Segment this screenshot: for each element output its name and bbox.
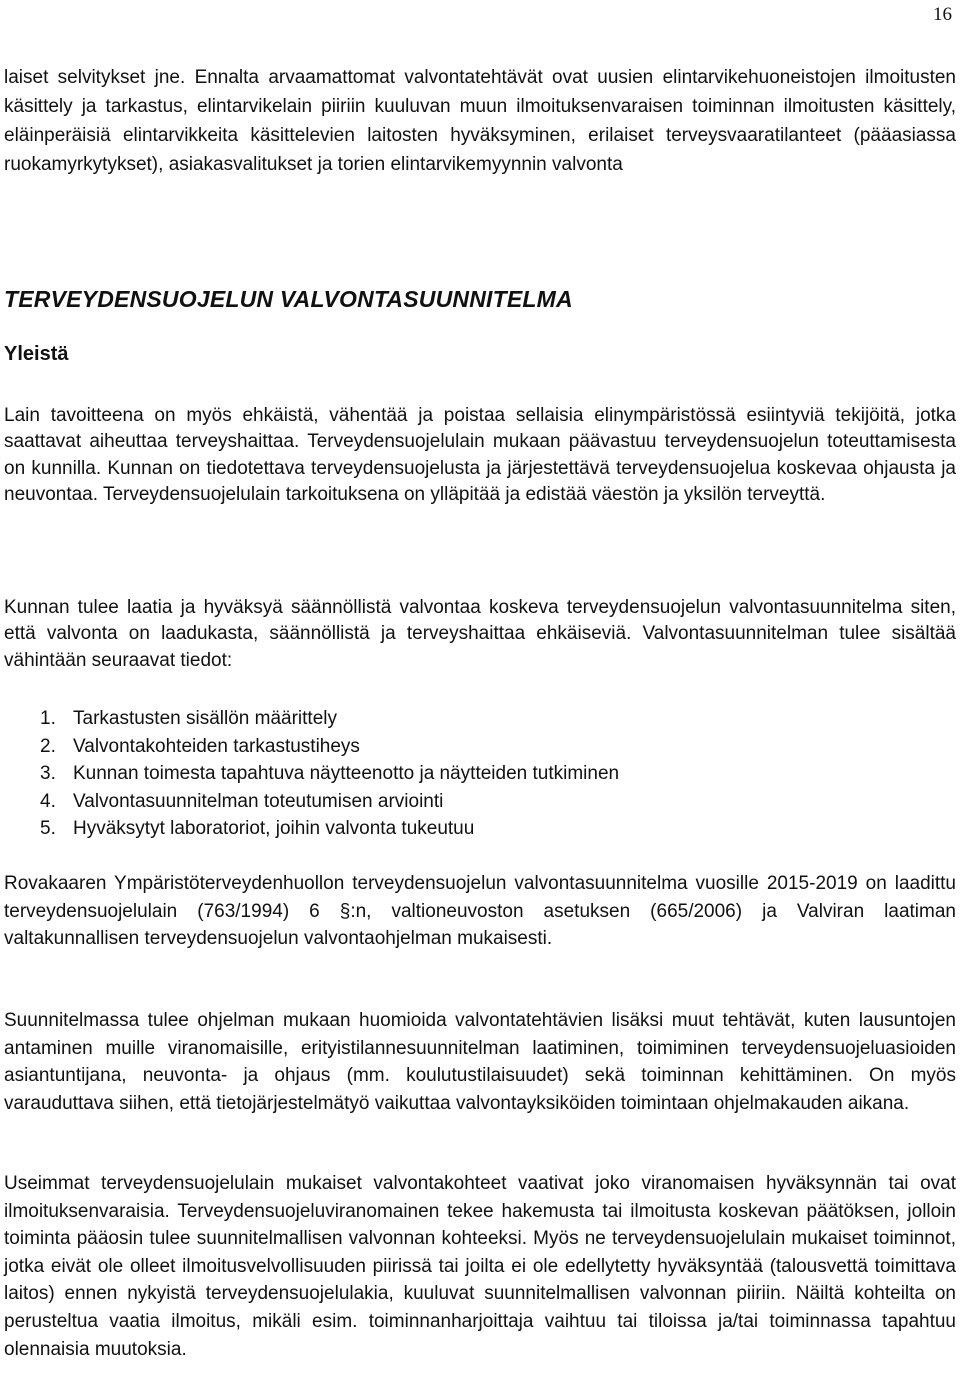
list-item-number: 4. xyxy=(40,790,56,812)
list-item xyxy=(40,788,619,816)
list-item-number: 3. xyxy=(40,763,56,784)
page-number: 16 xyxy=(933,4,952,25)
section-subtitle: Yleistä xyxy=(4,343,69,365)
paragraph-supervision-targets: Useimmat terveydensuojelulain mukaiset valvontakohteet vaativat joko viranomaisen hyväksynnän tai ovat ilmoituksenvaraisia. Terveydensuojeluviranomainen tekee hakemusta tai ilmoitusta koskevan päätöksen, jolloin toiminta pääosin tulee suunnitelmallisen valvonnan kohteeksi. Myös ne terveydensuojelulain mukaiset toiminnot, jotka eivät ole olleet ilmoitusvelvollisuuden piirissä tai joilta ei ole edellytetty hyväksyntää (talousvettä toimittava laitos) ennen nykyistä terveydensuojelulakia, kuuluvat suunnitelmallisen valvonnan piiriin. Näiltä kohteilta on perusteltua vaatia ilmoitus, mikäli esim. toiminnanharjoittaja vaihtuu tai tiloissa ja/tai toiminnassa tapahtuu olennaisia muutoksia. xyxy=(4,1173,956,1360)
list-item-text: Hyväksytyt laboratoriot, joihin valvonta tukeutuu xyxy=(73,818,475,839)
list-item xyxy=(40,760,619,788)
requirements-list xyxy=(40,705,619,843)
list-item-text: Valvontasuunnitelman toteutumisen arviointi xyxy=(73,790,444,812)
list-item xyxy=(40,815,619,843)
list-item-text: Kunnan toimesta tapahtuva näytteenotto ja näytteiden tutkiminen xyxy=(73,763,620,784)
paragraph-plan-requirements: Kunnan tulee laatia ja hyväksyä säännöllistä valvontaa koskeva terveydensuojelun valvontasuunnitelma siten, että valvonta on laadukasta, säännöllistä ja terveyshaittaa ehkäiseviä. Valvontasuunnitelman tulee sisältää vähintään seuraavat tiedot: xyxy=(4,597,956,671)
intro-paragraph: laiset selvitykset jne. Ennalta arvaamattomat valvontatehtävät ovat uusien elintarvikehuoneistojen ilmoitusten käsittely ja tarkastus, elintarvikelain piiriin kuuluvan muun ilmoituksenvaraisen toiminnan ilmoitusten käsittely, eläinperäisiä elintarvikkeita käsittelevien laitosten hyväksyminen, erilaiset terveysvaaratilanteet (pääasiassa ruokamyrkytykset), asiakasvalitukset ja torien elintarvikemyynnin valvonta xyxy=(4,67,956,175)
list-item-number: 1. xyxy=(40,708,56,729)
list-item-text: Tarkastusten sisällön määrittely xyxy=(73,708,337,729)
list-item xyxy=(40,705,619,733)
paragraph-rovakaari-plan: Rovakaaren Ympäristöterveydenhuollon terveydensuojelun valvontasuunnitelma vuosille 2015-2019 on laadittu terveydensuojelulain (763/1994) 6 §:n, valtioneuvoston asetuksen (665/2006) ja Valviran laatiman valtakunnallisen terveydensuojelun valvontaohjelman mukaisesti. xyxy=(4,873,956,950)
paragraph-general: Lain tavoitteena on myös ehkäistä, vähentää ja poistaa sellaisia elinympäristössä esiintyviä tekijöitä, jotka saattavat aiheuttaa terveyshaittaa. Terveydensuojelulain mukaan päävastuu terveydensuojelun toteuttamisesta on kunnilla. Kunnan on tiedotettava terveydensuojelusta ja järjestettävä terveydensuojelua koskevaa ohjausta ja neuvontaa. Terveydensuojelulain tarkoituksena on ylläpitää ja edistää väestön ja yksilön terveyttä. xyxy=(4,405,956,505)
paragraph-other-tasks: Suunnitelmassa tulee ohjelman mukaan huomioida valvontatehtävien lisäksi muut tehtävät, kuten lausuntojen antaminen muille viranomaisille, erityistilannesuunnitelman laatiminen, toimiminen terveydensuojeluasioiden asiantuntijana, neuvonta- ja ohjaus (mm. koulutustilaisuudet) sekä toiminnan kehittäminen. On myös varauduttava siihen, että tietojärjestelmätyö vaikuttaa valvontayksiköiden toimintaan ohjelmakauden aikana. xyxy=(4,1010,956,1114)
list-item-text: Valvontakohteiden tarkastustiheys xyxy=(73,735,360,757)
list-item-number: 5. xyxy=(40,818,56,839)
section-title: TERVEYDENSUOJELUN VALVONTASUUNNITELMA xyxy=(4,286,573,312)
list-item-number: 2. xyxy=(40,735,56,757)
list-item xyxy=(40,733,619,761)
